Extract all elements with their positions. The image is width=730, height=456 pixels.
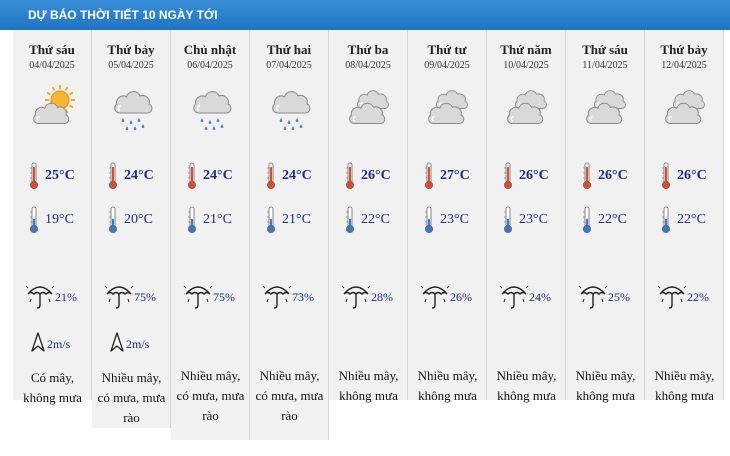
description-line: có mưa, mưa	[97, 390, 166, 405]
low-temp	[645, 206, 723, 236]
weather-description	[94, 368, 169, 428]
thermometer-hot-icon	[582, 162, 592, 190]
description-line: rào	[123, 410, 140, 425]
high-temp	[13, 162, 91, 192]
forecast-header	[0, 0, 730, 30]
description-line: Nhiều mây,	[259, 368, 320, 383]
day-name: Thứ bảy	[660, 42, 708, 57]
high-temp	[487, 162, 565, 192]
thermometer-hot-icon	[503, 162, 513, 190]
rain-chance	[487, 282, 565, 312]
high-temp-value: 26°C	[598, 168, 628, 183]
day-date: 12/04/2025	[661, 60, 707, 71]
description-line: Có mây,	[30, 370, 75, 385]
thermometer-cold-icon	[661, 206, 671, 234]
description-line: Nhiều mây,	[101, 370, 162, 385]
description-line: Nhiều mây,	[575, 368, 636, 383]
description-line: không mưa	[418, 388, 477, 403]
rain-chance-value: 21%	[55, 290, 77, 304]
low-temp-value: 23°C	[440, 212, 469, 227]
day-date: 05/04/2025	[108, 60, 154, 71]
thermometer-cold-icon	[503, 206, 513, 234]
umbrella-icon	[341, 282, 371, 310]
day-date: 04/04/2025	[29, 60, 75, 71]
umbrella-icon	[499, 282, 529, 310]
day-card	[487, 30, 566, 403]
description-line: Nhiều mây,	[180, 368, 241, 383]
low-temp	[487, 206, 565, 236]
day-name: Thứ bảy	[107, 42, 155, 57]
rain-cloud-icon	[190, 84, 234, 132]
day-card	[92, 30, 171, 428]
weather-description	[489, 366, 564, 406]
thermometer-hot-icon	[187, 162, 197, 190]
weather-description	[15, 368, 90, 408]
low-temp-value: 20°C	[124, 212, 153, 227]
weather-description	[173, 366, 248, 426]
low-temp-value: 22°C	[677, 212, 706, 227]
high-temp-value: 27°C	[440, 168, 470, 183]
thermometer-hot-icon	[108, 162, 118, 190]
day-card	[13, 30, 92, 405]
thermometer-cold-icon	[29, 206, 39, 234]
day-name: Thứ tư	[427, 42, 467, 57]
high-temp-value: 24°C	[203, 168, 233, 183]
rain-chance	[566, 282, 644, 312]
umbrella-icon	[578, 282, 608, 310]
forecast-days	[0, 30, 730, 456]
rain-chance	[329, 282, 407, 312]
rain-chance-value: 73%	[292, 290, 314, 304]
description-line: không mưa	[339, 388, 398, 403]
forecast-title: DỰ BÁO THỜI TIẾT 10 NGÀY TỚI	[28, 8, 218, 22]
low-temp	[13, 206, 91, 236]
day-card	[171, 30, 250, 440]
high-temp-value: 25°C	[45, 168, 75, 183]
sun-cloud-icon	[32, 84, 76, 132]
low-temp	[566, 206, 644, 236]
thermometer-hot-icon	[345, 162, 355, 190]
rain-chance	[250, 282, 328, 312]
description-line: Nhiều mây,	[338, 368, 399, 383]
description-line: Nhiều mây,	[654, 368, 715, 383]
umbrella-icon	[420, 282, 450, 310]
umbrella-icon	[262, 282, 292, 310]
high-temp-value: 26°C	[677, 168, 707, 183]
low-temp-value: 21°C	[203, 212, 232, 227]
rain-chance	[645, 282, 723, 312]
rain-chance	[408, 282, 486, 312]
rain-chance-value: 75%	[134, 290, 156, 304]
low-temp	[171, 206, 249, 236]
day-card	[250, 30, 329, 440]
low-temp-value: 19°C	[45, 212, 74, 227]
wind	[13, 332, 91, 356]
rain-chance-value: 26%	[450, 290, 472, 304]
low-temp	[329, 206, 407, 236]
umbrella-icon	[104, 282, 134, 310]
description-line: không mưa	[23, 390, 82, 405]
description-line: có mưa, mưa	[255, 388, 324, 403]
wind-direction-icon	[110, 332, 124, 352]
description-line: không mưa	[655, 388, 714, 403]
cloud-icon	[348, 84, 392, 132]
day-name: Thứ hai	[266, 42, 312, 57]
high-temp	[92, 162, 170, 192]
high-temp	[171, 162, 249, 192]
thermometer-cold-icon	[345, 206, 355, 234]
thermometer-hot-icon	[661, 162, 671, 190]
high-temp	[566, 162, 644, 192]
thermometer-cold-icon	[108, 206, 118, 234]
thermometer-cold-icon	[424, 206, 434, 234]
cloud-icon	[506, 84, 550, 132]
description-line: có mưa, mưa	[176, 388, 245, 403]
thermometer-hot-icon	[266, 162, 276, 190]
thermometer-cold-icon	[582, 206, 592, 234]
rain-chance-value: 22%	[687, 290, 709, 304]
description-line: rào	[202, 408, 219, 423]
low-temp-value: 21°C	[282, 212, 311, 227]
day-name: Thứ ba	[347, 42, 389, 57]
wind-speed-value: 2m/s	[126, 337, 150, 351]
rain-chance	[171, 282, 249, 312]
day-date: 09/04/2025	[424, 60, 470, 71]
thermometer-hot-icon	[29, 162, 39, 190]
rain-cloud-icon	[269, 84, 313, 132]
low-temp	[250, 206, 328, 236]
description-line: không mưa	[497, 388, 556, 403]
rain-cloud-icon	[111, 84, 155, 132]
high-temp	[250, 162, 328, 192]
low-temp-value: 23°C	[519, 212, 548, 227]
high-temp-value: 24°C	[124, 168, 154, 183]
cloud-icon	[664, 84, 708, 132]
rain-chance-value: 28%	[371, 290, 393, 304]
description-line: Nhiều mây,	[496, 368, 557, 383]
weather-description	[647, 366, 722, 406]
high-temp	[408, 162, 486, 192]
thermometer-cold-icon	[266, 206, 276, 234]
rain-chance	[92, 282, 170, 312]
weather-description	[568, 366, 643, 406]
high-temp	[645, 162, 723, 192]
day-date: 07/04/2025	[266, 60, 312, 71]
day-card	[566, 30, 645, 403]
cloud-icon	[585, 84, 629, 132]
rain-chance-value: 24%	[529, 290, 551, 304]
low-temp-value: 22°C	[598, 212, 627, 227]
wind-direction-icon	[31, 332, 45, 352]
day-name: Thứ sáu	[582, 42, 628, 57]
description-line: không mưa	[576, 388, 635, 403]
umbrella-icon	[25, 282, 55, 310]
cloud-icon	[427, 84, 471, 132]
low-temp	[408, 206, 486, 236]
day-name: Chủ nhật	[183, 42, 237, 57]
day-date: 10/04/2025	[503, 60, 549, 71]
weather-description	[252, 366, 327, 426]
day-date: 08/04/2025	[345, 60, 391, 71]
wind	[92, 332, 170, 356]
rain-chance-value: 75%	[213, 290, 235, 304]
thermometer-hot-icon	[424, 162, 434, 190]
weather-description	[331, 366, 406, 406]
umbrella-icon	[657, 282, 687, 310]
day-card	[645, 30, 724, 403]
day-name: Thứ năm	[500, 42, 552, 57]
day-date: 06/04/2025	[187, 60, 233, 71]
high-temp-value: 26°C	[361, 168, 391, 183]
umbrella-icon	[183, 282, 213, 310]
day-date: 11/04/2025	[582, 60, 628, 71]
day-card	[408, 30, 487, 403]
high-temp-value: 24°C	[282, 168, 312, 183]
high-temp-value: 26°C	[519, 168, 549, 183]
day-name: Thứ sáu	[29, 42, 75, 57]
weather-description	[410, 366, 485, 406]
day-card	[329, 30, 408, 403]
description-line: Nhiều mây,	[417, 368, 478, 383]
rain-chance-value: 25%	[608, 290, 630, 304]
low-temp-value: 22°C	[361, 212, 390, 227]
thermometer-cold-icon	[187, 206, 197, 234]
description-line: rào	[281, 408, 298, 423]
wind-speed-value: 2m/s	[47, 337, 71, 351]
rain-chance	[13, 282, 91, 312]
high-temp	[329, 162, 407, 192]
low-temp	[92, 206, 170, 236]
